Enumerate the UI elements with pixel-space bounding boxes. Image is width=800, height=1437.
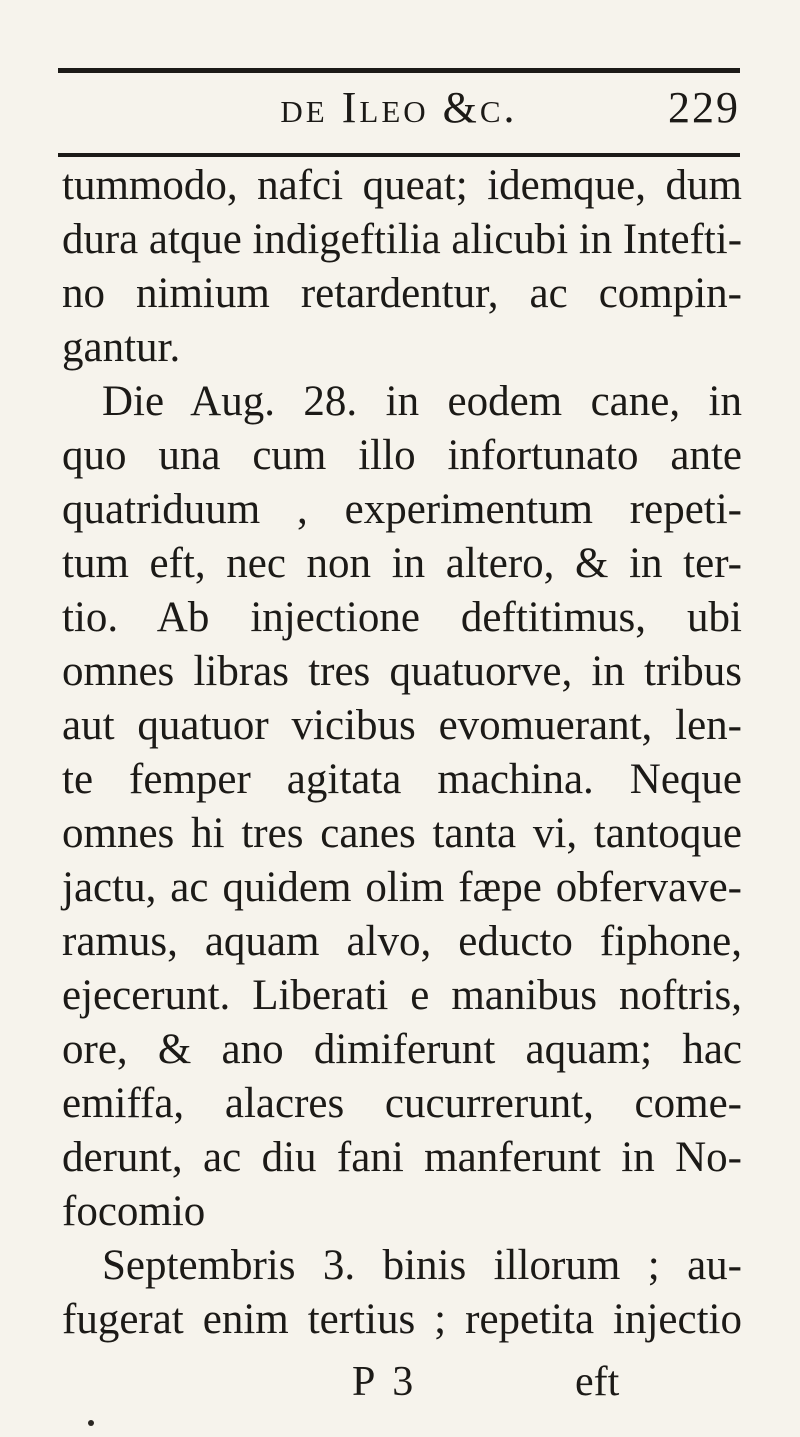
page-footer — [0, 1358, 800, 1408]
text-line: tum eft, nec non in altero, & in ter- — [62, 540, 742, 587]
catchword: eft — [575, 1359, 620, 1405]
text-line: fugerat enim tertius ; repetita injectio — [62, 1296, 742, 1343]
running-title: de Ileo &c. — [280, 83, 518, 132]
text-line: omnes hi tres canes tanta vi, tantoque — [62, 810, 742, 857]
text-line: Die Aug. 28. in eodem cane, in — [102, 378, 742, 425]
ink-speck — [88, 1420, 94, 1426]
text-line: dura atque indigeftilia alicubi in Intefti- — [62, 216, 742, 263]
text-line: te femper agitata machina. Neque — [62, 756, 742, 803]
text-line: aut quatuor vicibus evomuerant, len- — [62, 702, 742, 749]
text-line: emiffa, alacres cucurrerunt, come- — [62, 1080, 742, 1127]
text-line: derunt, ac diu fani manferunt in No- — [62, 1134, 742, 1181]
text-line: omnes libras tres quatuorve, in tribus — [62, 648, 742, 695]
text-line: gantur. — [62, 324, 181, 371]
text-line: ejecerunt. Liberati e manibus noftris, — [62, 972, 742, 1019]
text-line: quatriduum , experimentum repeti- — [62, 486, 742, 533]
text-line: tio. Ab injectione deftitimus, ubi — [62, 594, 742, 641]
text-line: Septembris 3. binis illorum ; au- — [102, 1242, 742, 1289]
text-line: focomio — [62, 1188, 206, 1235]
text-line: jactu, ac quidem olim fæpe obfervave- — [62, 864, 742, 911]
top-rule — [58, 68, 740, 73]
text-line: tummodo, nafci queat; idemque, dum — [62, 162, 742, 209]
text-line: ore, & ano dimiferunt aquam; hac — [62, 1026, 742, 1073]
header-rule — [58, 153, 740, 157]
text-line: quo una cum illo infortunato ante — [62, 432, 742, 479]
signature-mark: P 3 — [352, 1359, 418, 1405]
page-number: 229 — [668, 83, 740, 132]
text-line: ramus, aquam alvo, educto fiphone, — [62, 918, 742, 965]
text-line: no nimium retardentur, ac compin- — [62, 270, 742, 317]
running-head — [58, 80, 740, 140]
